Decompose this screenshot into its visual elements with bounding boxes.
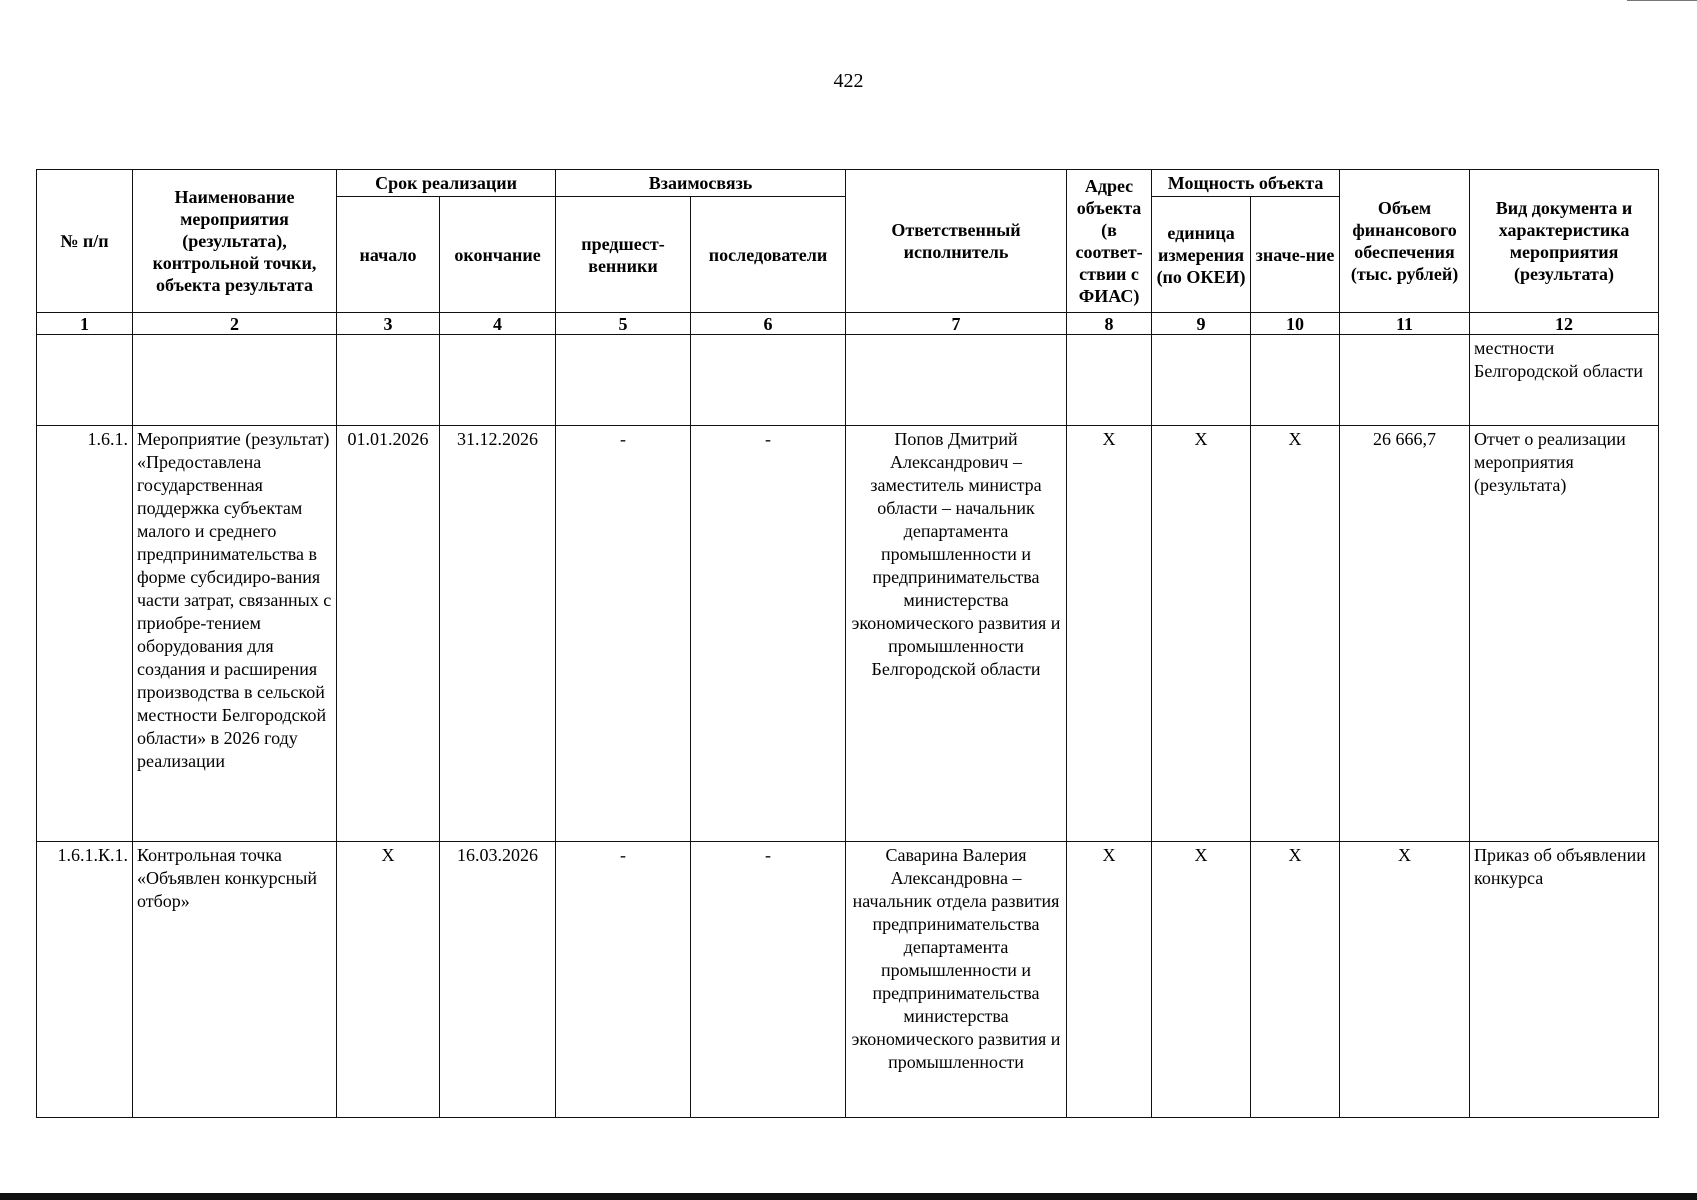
table-row bbox=[37, 335, 1659, 426]
cell-start bbox=[337, 335, 440, 426]
cell-num bbox=[37, 335, 133, 426]
header-name: Наименование мероприятия (результата), контрольной точки, объекта результата bbox=[133, 170, 337, 313]
header-successors: последователи bbox=[691, 197, 846, 313]
cell-doc: Отчет о реализации мероприятия (результата) bbox=[1470, 426, 1659, 842]
cell-executor: Саварина Валерия Александровна – начальник отдела развития предпринимательства департамента промышленности и предпринимательства министерства экономического развития и промышленности bbox=[846, 842, 1067, 1118]
cell-end: 16.03.2026 bbox=[440, 842, 556, 1118]
implementation-plan-table bbox=[36, 169, 1659, 1118]
cell-doc: Приказ об объявлении конкурса bbox=[1470, 842, 1659, 1118]
header-value: значе-ние bbox=[1251, 197, 1340, 313]
cell-end: 31.12.2026 bbox=[440, 426, 556, 842]
header-link-group: Взаимосвязь bbox=[556, 170, 846, 197]
cell-predecessors: - bbox=[556, 426, 691, 842]
cell-predecessors bbox=[556, 335, 691, 426]
column-number: 12 bbox=[1470, 313, 1659, 335]
cell-value: X bbox=[1251, 842, 1340, 1118]
cell-unit: X bbox=[1152, 426, 1251, 842]
header-finance: Объем финансового обеспечения (тыс. рублей) bbox=[1340, 170, 1470, 313]
header-predecessors: предшест-венники bbox=[556, 197, 691, 313]
cell-address: X bbox=[1067, 426, 1152, 842]
column-number: 7 bbox=[846, 313, 1067, 335]
header-capacity-group: Мощность объекта bbox=[1152, 170, 1340, 197]
header-end: окончание bbox=[440, 197, 556, 313]
cell-value: X bbox=[1251, 426, 1340, 842]
cell-address bbox=[1067, 335, 1152, 426]
column-number: 8 bbox=[1067, 313, 1152, 335]
cell-finance: 26 666,7 bbox=[1340, 426, 1470, 842]
column-number: 9 bbox=[1152, 313, 1251, 335]
cell-name bbox=[133, 335, 337, 426]
cell-address: X bbox=[1067, 842, 1152, 1118]
cell-num: 1.6.1. bbox=[37, 426, 133, 842]
cell-start: 01.01.2026 bbox=[337, 426, 440, 842]
column-number: 10 bbox=[1251, 313, 1340, 335]
table-row bbox=[37, 842, 1659, 1118]
column-number: 3 bbox=[337, 313, 440, 335]
cell-executor: Попов Дмитрий Александрович – заместитель министра области – начальник департамента промышленности и предпринимательства министерства экономического развития и промышленности Белгородской области bbox=[846, 426, 1067, 842]
header-period-group: Срок реализации bbox=[337, 170, 556, 197]
header-address: Адрес объекта (в соответ-ствии с ФИАС) bbox=[1067, 170, 1152, 313]
cell-value bbox=[1251, 335, 1340, 426]
cell-finance: X bbox=[1340, 842, 1470, 1118]
column-number: 5 bbox=[556, 313, 691, 335]
cell-successors bbox=[691, 335, 846, 426]
cell-finance bbox=[1340, 335, 1470, 426]
cell-name: Контрольная точка «Объявлен конкурсный отбор» bbox=[133, 842, 337, 1118]
cell-name: Мероприятие (результат) «Предоставлена государственная поддержка субъектам малого и среднего предпринимательства в форме субсидиро-вания части затрат, связанных с приобре-тением оборудования для создания и расширения производства в сельской местности Белгородской области» в 2026 году реализации bbox=[133, 426, 337, 842]
scan-edge-line bbox=[1627, 0, 1697, 1]
cell-num: 1.6.1.К.1. bbox=[37, 842, 133, 1118]
column-number: 6 bbox=[691, 313, 846, 335]
cell-unit: X bbox=[1152, 842, 1251, 1118]
table-row bbox=[37, 426, 1659, 842]
column-number: 4 bbox=[440, 313, 556, 335]
header-doc: Вид документа и характеристика мероприятия (результата) bbox=[1470, 170, 1659, 313]
cell-successors: - bbox=[691, 426, 846, 842]
column-number: 1 bbox=[37, 313, 133, 335]
header-unit: единица измерения (по ОКЕИ) bbox=[1152, 197, 1251, 313]
cell-successors: - bbox=[691, 842, 846, 1118]
header-start: начало bbox=[337, 197, 440, 313]
cell-unit bbox=[1152, 335, 1251, 426]
cell-start: X bbox=[337, 842, 440, 1118]
scan-bottom-band bbox=[0, 1193, 1697, 1200]
column-number: 2 bbox=[133, 313, 337, 335]
page-number: 422 bbox=[833, 70, 864, 92]
cell-doc: местности Белгородской области bbox=[1470, 335, 1659, 426]
cell-executor bbox=[846, 335, 1067, 426]
header-executor: Ответственный исполнитель bbox=[846, 170, 1067, 313]
header-num: № п/п bbox=[37, 170, 133, 313]
cell-end bbox=[440, 335, 556, 426]
cell-predecessors: - bbox=[556, 842, 691, 1118]
column-number: 11 bbox=[1340, 313, 1470, 335]
